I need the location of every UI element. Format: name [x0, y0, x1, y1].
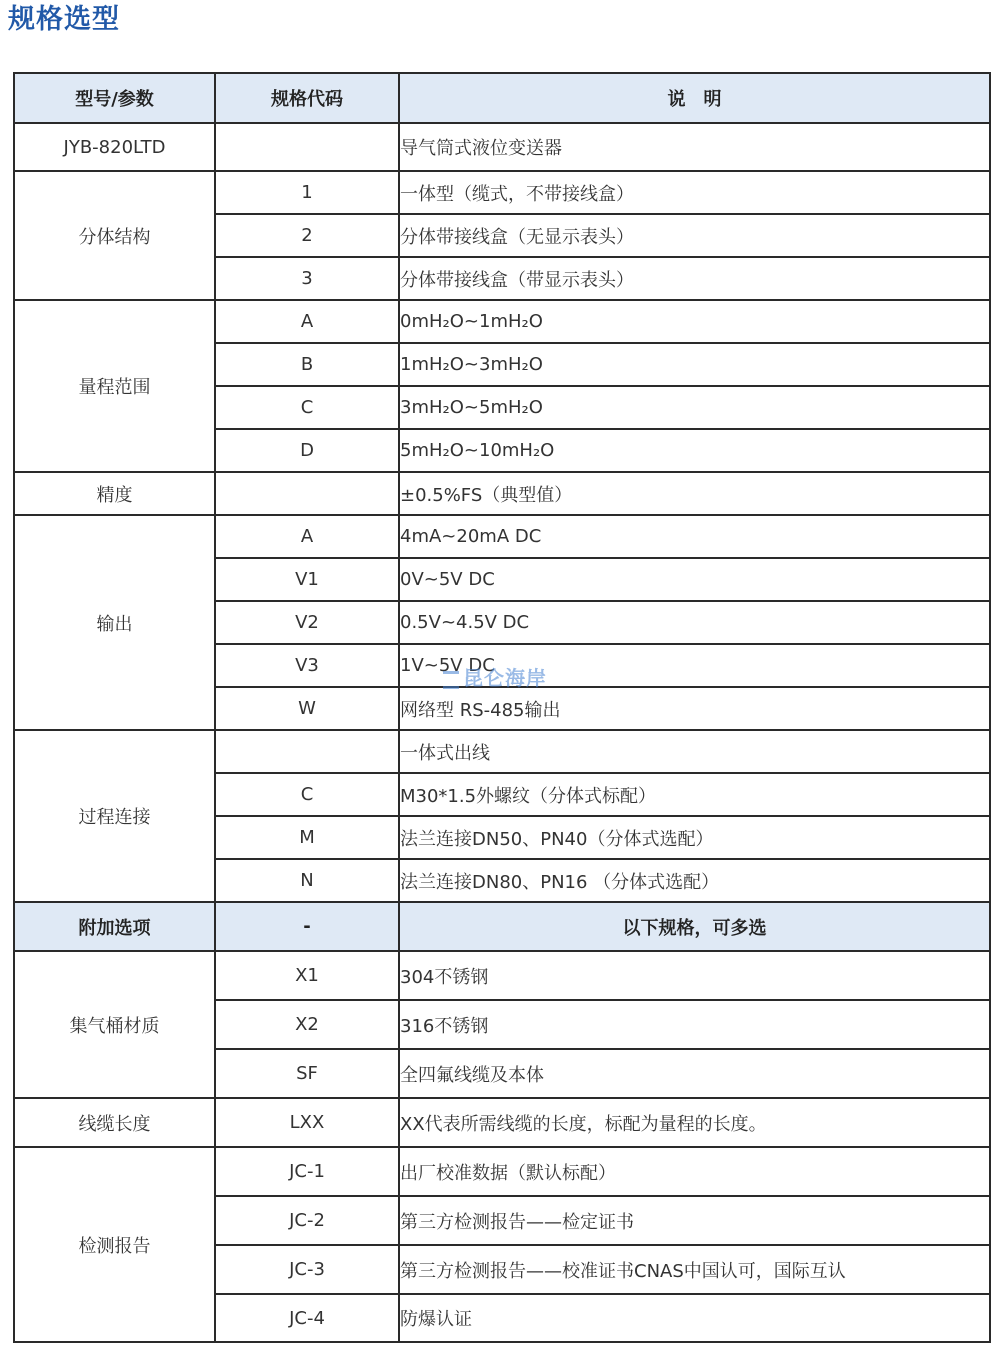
header-desc: 说 明	[399, 73, 990, 123]
range-label: 量程范围	[14, 300, 215, 472]
row-code: 3	[215, 257, 399, 300]
row-desc: 分体带接线盒（无显示表头）	[399, 214, 990, 257]
row-desc: 法兰连接DN50、PN40（分体式选配）	[399, 816, 990, 859]
row-code: JC-1	[215, 1147, 399, 1196]
output-label: 输出	[14, 515, 215, 730]
header-model: 型号/参数	[14, 73, 215, 123]
row-desc: 全四氟线缆及本体	[399, 1049, 990, 1098]
row-code	[215, 472, 399, 515]
row-desc: 第三方检测报告——检定证书	[399, 1196, 990, 1245]
row-code: V2	[215, 601, 399, 644]
model-code	[215, 123, 399, 171]
row-desc: 网络型 RS-485输出	[399, 687, 990, 730]
options-code: -	[215, 902, 399, 951]
row-desc: 1V~5V DC	[399, 644, 990, 687]
row-code: N	[215, 859, 399, 902]
row-code: JC-2	[215, 1196, 399, 1245]
cable-label: 线缆长度	[14, 1098, 215, 1147]
row-desc: 5mH₂O~10mH₂O	[399, 429, 990, 472]
row-code: LXX	[215, 1098, 399, 1147]
page-title: 规格选型	[8, 4, 120, 35]
row-desc: 法兰连接DN80、PN16 （分体式选配）	[399, 859, 990, 902]
row-code: B	[215, 343, 399, 386]
header-code: 规格代码	[215, 73, 399, 123]
split-label: 分体结构	[14, 171, 215, 300]
row-code: V1	[215, 558, 399, 601]
row-desc: 3mH₂O~5mH₂O	[399, 386, 990, 429]
row-desc: 分体带接线盒（带显示表头）	[399, 257, 990, 300]
row-desc: 316不锈钢	[399, 1000, 990, 1049]
row-code: X1	[215, 951, 399, 1000]
table-row	[14, 951, 990, 1000]
options-header-row	[14, 902, 990, 951]
options-desc: 以下规格，可多选	[399, 902, 990, 951]
table-row	[14, 300, 990, 343]
table-row	[14, 1147, 990, 1196]
spec-table	[13, 72, 991, 1343]
table-row	[14, 472, 990, 515]
row-desc: XX代表所需线缆的长度，标配为量程的长度。	[399, 1098, 990, 1147]
row-desc: M30*1.5外螺纹（分体式标配）	[399, 773, 990, 816]
watermark-text: 昆仑海岸	[463, 666, 547, 690]
report-label: 检测报告	[14, 1147, 215, 1342]
row-code: JC-3	[215, 1245, 399, 1294]
row-code: V3	[215, 644, 399, 687]
row-code: 1	[215, 171, 399, 214]
row-code: C	[215, 386, 399, 429]
table-header-row	[14, 73, 990, 123]
accuracy-label: 精度	[14, 472, 215, 515]
row-desc: 4mA~20mA DC	[399, 515, 990, 558]
table-row	[14, 171, 990, 214]
model-desc: 导气筒式液位变送器	[399, 123, 990, 171]
row-desc: 0.5V~4.5V DC	[399, 601, 990, 644]
row-code: W	[215, 687, 399, 730]
row-code: C	[215, 773, 399, 816]
options-label: 附加选项	[14, 902, 215, 951]
row-desc: 304不锈钢	[399, 951, 990, 1000]
row-desc: 一体型（缆式，不带接线盒）	[399, 171, 990, 214]
model-name: JYB-820LTD	[14, 123, 215, 171]
row-code: M	[215, 816, 399, 859]
table-row	[14, 1098, 990, 1147]
row-code: A	[215, 300, 399, 343]
row-code: JC-4	[215, 1294, 399, 1342]
row-desc: 第三方检测报告——校准证书CNAS中国认可，国际互认	[399, 1245, 990, 1294]
table-row	[14, 515, 990, 558]
table-row	[14, 730, 990, 773]
row-desc: 防爆认证	[399, 1294, 990, 1342]
table-row	[14, 123, 990, 171]
row-code: A	[215, 515, 399, 558]
process-label: 过程连接	[14, 730, 215, 902]
row-code: X2	[215, 1000, 399, 1049]
row-code: 2	[215, 214, 399, 257]
row-desc: 出厂校准数据（默认标配）	[399, 1147, 990, 1196]
row-desc: 一体式出线	[399, 730, 990, 773]
row-code: D	[215, 429, 399, 472]
row-desc: 1mH₂O~3mH₂O	[399, 343, 990, 386]
row-desc: 0V~5V DC	[399, 558, 990, 601]
row-code: SF	[215, 1049, 399, 1098]
row-desc: ±0.5%FS（典型值）	[399, 472, 990, 515]
material-label: 集气桶材质	[14, 951, 215, 1098]
row-desc: 0mH₂O~1mH₂O	[399, 300, 990, 343]
row-code	[215, 730, 399, 773]
